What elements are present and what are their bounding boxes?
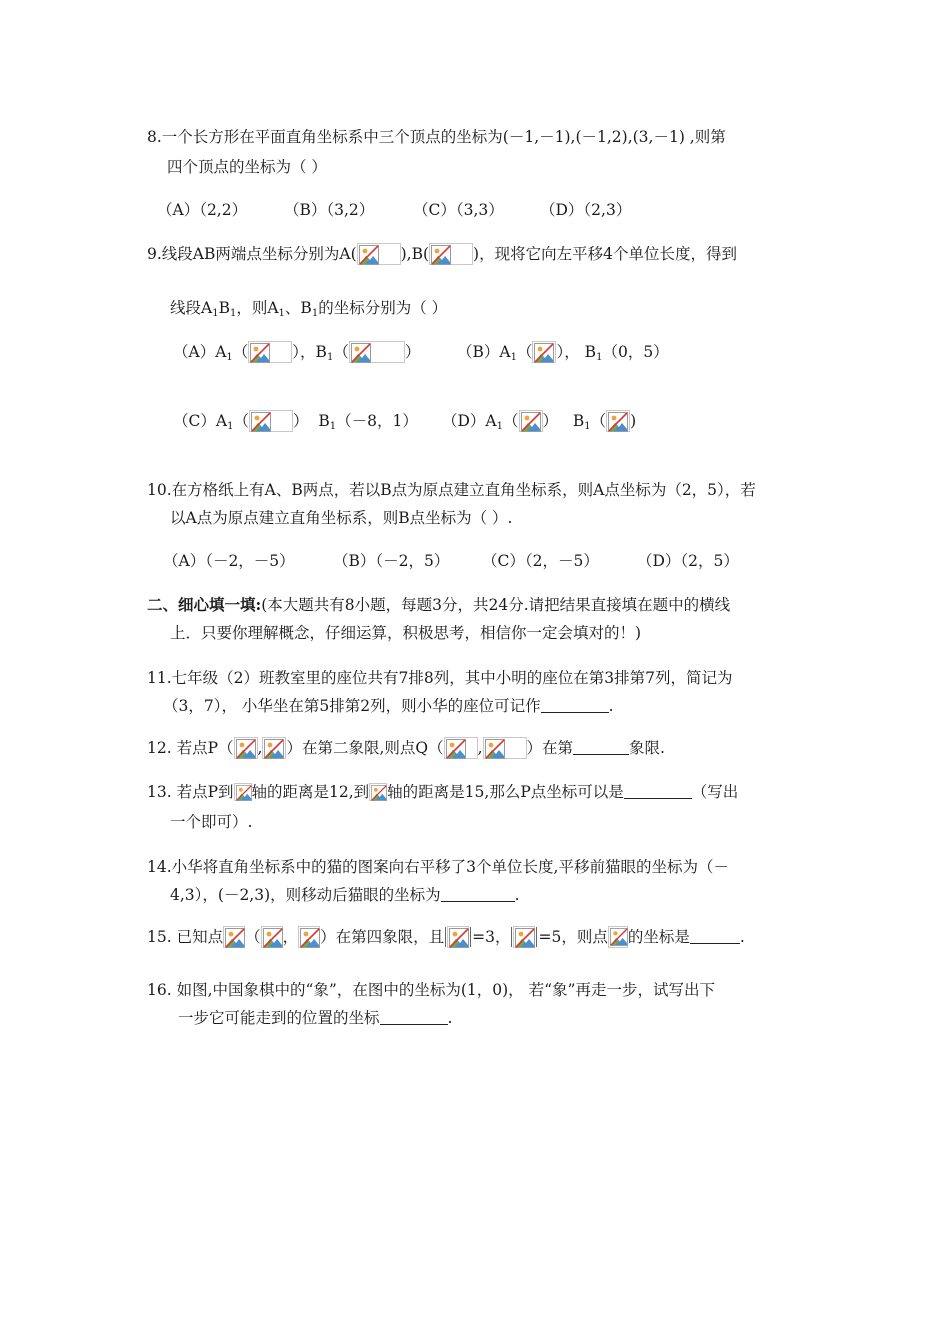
paren: ） [292, 412, 309, 430]
subscript: 1 [229, 308, 237, 319]
q10-line2: 以A点为原点建立直角坐标系，则B点坐标为（ ）. [170, 509, 513, 527]
option-text: B [572, 412, 585, 430]
q13-text: 13. 若点P到 [147, 783, 234, 801]
abs-bar [470, 927, 471, 947]
q11-line1: 11.七年级（2）班教室里的座位共有7排8列，其中小明的座位在第3排第7列，简记为 [147, 669, 733, 687]
subscript: 1 [584, 421, 591, 432]
comma: ， [282, 928, 299, 946]
section-title: 二、细心填一填 [147, 595, 256, 614]
broken-image-icon [249, 410, 293, 432]
section-desc: (本大题共有8小题，每题3分，共24分.请把结果直接填在题中的横线 [261, 596, 731, 614]
broken-image-icon [298, 926, 320, 948]
q15-text: =3， [472, 928, 511, 946]
subscript: 1 [496, 421, 503, 432]
q13-line2: 一个即可）. [170, 813, 253, 831]
broken-image-icon [513, 926, 535, 948]
period: . [447, 1009, 453, 1027]
q10-option-c: （C）（2，－5） [482, 552, 599, 570]
abs-bar [511, 927, 512, 947]
q16-line1: 16. 如图,中国象棋中的“象”，在图中的坐标为(1，0)， 若“象”再走一步，试写出下 [147, 981, 715, 999]
q15-text: =5，则点 [538, 928, 608, 946]
paren: （ [333, 343, 349, 361]
paren: （ [516, 343, 533, 361]
abs-bar [445, 927, 446, 947]
q9-text: 线段A [170, 299, 213, 317]
subscript: 1 [227, 421, 234, 432]
subscript: 1 [326, 352, 334, 363]
q9-option-d [442, 409, 636, 439]
subscript: 1 [311, 308, 319, 319]
q8-line1: 8.一个长方形在平面直角坐标系中三个顶点的坐标为(－1,－1),(－1,2),(3,－1) ,则第 [147, 128, 726, 146]
answer-blank[interactable] [380, 1010, 448, 1025]
q9-option-c [173, 409, 418, 439]
q9-text-b: ),B( [400, 245, 430, 263]
comma: , [257, 739, 263, 757]
q13-line1 [147, 780, 738, 804]
q9-line1 [147, 242, 737, 266]
broken-image-icon [234, 737, 258, 759]
period: . [608, 697, 614, 715]
option-text: （0，5） [602, 343, 669, 361]
q15-text: ）在第四象限，且 [320, 928, 445, 946]
q9-option-b [457, 340, 669, 370]
broken-image-icon [261, 926, 283, 948]
q9-text: 、B [284, 299, 312, 317]
q8-option-a: （A）（2,2） [157, 201, 248, 219]
q10-line1: 10.在方格纸上有A、B两点，若以B点为原点建立直角坐标系，则A点坐标为（2，5），若 [147, 481, 756, 499]
answer-blank[interactable] [624, 784, 692, 799]
broken-image-icon [519, 410, 543, 432]
q12-text: 12. 若点P（ [147, 739, 234, 757]
q14-line2 [170, 883, 520, 907]
broken-image-icon [483, 737, 527, 759]
paren: ） [542, 412, 559, 430]
q14-text: 4,3），(－2,3)，则移动后猫眼的坐标为 [170, 886, 441, 904]
paren: （ [503, 412, 519, 430]
q11-text: （3，7）， 小华坐在第5排第2列，则小华的座位可记作 [163, 697, 541, 715]
broken-image-icon [532, 341, 556, 363]
period: . [739, 928, 745, 946]
answer-blank[interactable] [441, 887, 515, 902]
q9-text-a: 9.线段AB两端点坐标分别为A( [147, 245, 357, 263]
option-text: ， B [564, 343, 597, 361]
option-text: B [318, 412, 330, 430]
q13-text: （写出 [691, 783, 739, 801]
q16-text: 一步它可能走到的位置的坐标 [178, 1009, 380, 1027]
q8-option-d: （D）（2,3） [540, 201, 632, 219]
subscript: 1 [226, 352, 233, 363]
paren: （ [232, 343, 249, 361]
paren: ） [292, 343, 301, 361]
subscript: 1 [329, 421, 337, 432]
option-label: （A）A [173, 343, 227, 361]
paren: （ [590, 412, 607, 430]
q10-option-d: （D）（2，5） [637, 552, 739, 570]
section2-desc-line2: 上．只要你理解概念，仔细运算，积极思考，相信你一定会填对的！) [170, 624, 642, 642]
section2-heading [147, 593, 730, 617]
q10-option-a: （A）（－2，－5） [163, 552, 295, 570]
q8-option-c: （C）（3,3） [413, 201, 504, 219]
broken-image-icon [447, 926, 469, 948]
q16-line2 [178, 1006, 452, 1030]
q9-line2 [170, 296, 447, 326]
broken-image-icon [608, 926, 628, 948]
comma: , [477, 739, 483, 757]
option-label: （C）A [173, 412, 228, 430]
paren: ) [630, 412, 637, 430]
q9-text: 的坐标分别为（ ） [318, 299, 448, 317]
q14-line1: 14.小华将直角坐标系中的猫的图案向右平移了3个单位长度,平移前猫眼的坐标为（－ [147, 858, 729, 876]
answer-blank[interactable] [541, 698, 609, 713]
subscript: 1 [278, 308, 285, 319]
section-colon: : [255, 595, 262, 614]
subscript: 1 [212, 308, 219, 319]
broken-image-icon [369, 783, 387, 801]
subscript: 1 [510, 352, 517, 363]
option-text: （－8，1） [336, 412, 418, 430]
q15-line [147, 925, 745, 949]
broken-image-icon [234, 783, 252, 801]
q8-line2: 四个顶点的坐标为（ ） [167, 158, 327, 176]
q12-text: ）在第二象限,则点Q（ [286, 739, 444, 757]
broken-image-icon [248, 341, 292, 363]
q9-text: ，则A [236, 299, 279, 317]
answer-blank[interactable] [690, 929, 740, 944]
option-label: （D）A [442, 412, 497, 430]
q12-text: ）在第 [526, 739, 574, 757]
q15-text: （ [245, 928, 261, 946]
subscript: 1 [596, 352, 603, 363]
q9-text-c: )，现将它向左平移4个单位长度，得到 [473, 245, 737, 263]
paren: ） [404, 343, 421, 361]
q8-option-b: （B）（3,2） [284, 201, 375, 219]
q12-line [147, 736, 665, 760]
q13-text: 轴的距离是15,那么P点坐标可以是 [387, 783, 624, 801]
broken-image-icon [357, 243, 401, 265]
broken-image-icon [429, 243, 473, 265]
broken-image-icon [606, 410, 630, 432]
broken-image-icon [223, 926, 245, 948]
broken-image-icon [349, 341, 405, 363]
paren: （ [233, 412, 249, 430]
q15-text: 的坐标是 [627, 928, 690, 946]
q10-option-b: （B）（－2，5） [333, 552, 450, 570]
broken-image-icon [262, 737, 286, 759]
q11-line2 [163, 694, 614, 718]
q9-text: B [218, 299, 230, 317]
q13-text: 轴的距离是12,到 [251, 783, 370, 801]
option-text: ，B [300, 343, 327, 361]
period: . [514, 886, 520, 904]
q12-text: 象限. [629, 739, 665, 757]
paren: ） [556, 343, 565, 361]
answer-blank[interactable] [573, 740, 629, 755]
broken-image-icon [444, 737, 478, 759]
q9-option-a [173, 340, 420, 370]
option-label: （B）A [457, 343, 511, 361]
q15-text: 15. 已知点 [147, 928, 224, 946]
